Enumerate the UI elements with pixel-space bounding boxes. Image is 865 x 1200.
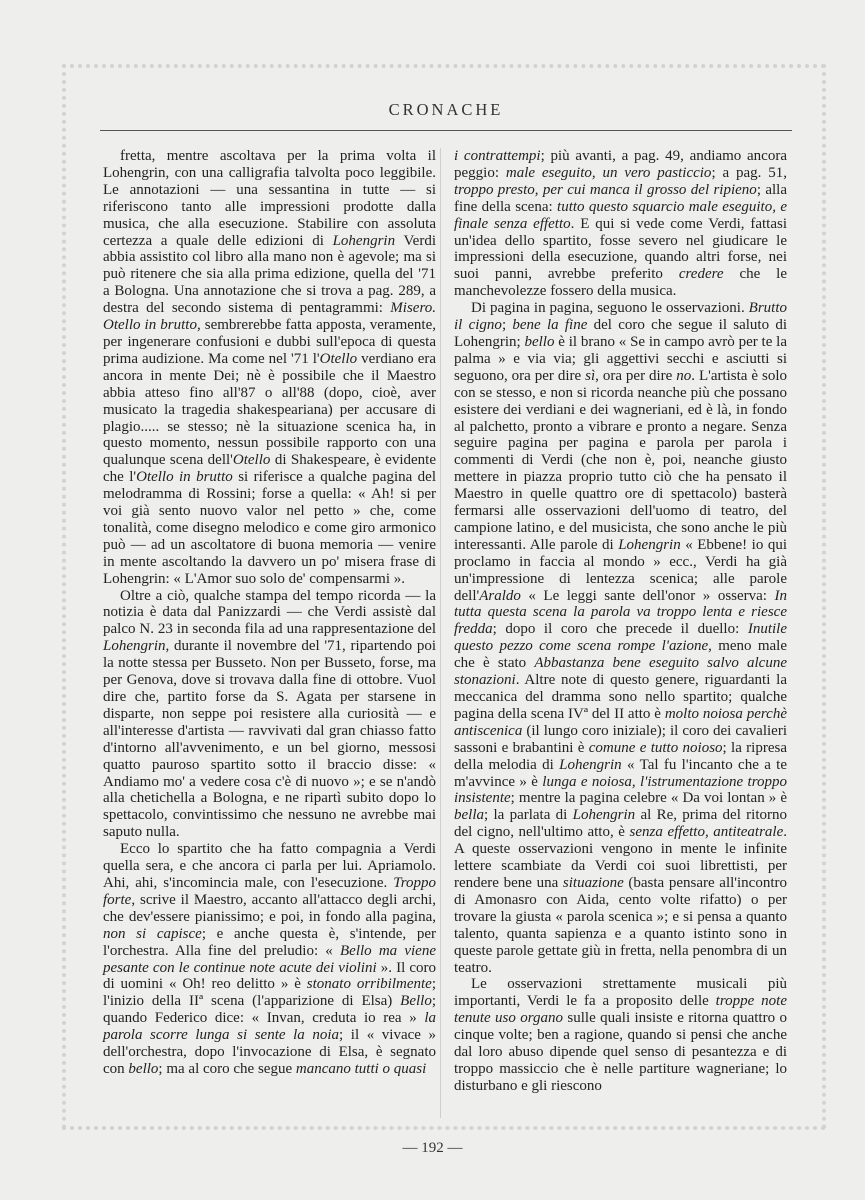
text-run: . E qui si vede come Verdi, fattasi un'idea dello spartito, fosse severo nel giudicare le impressioni della esecuzione, quando altri forse, nei suoi panni, avrebbe preferito [454, 215, 787, 283]
text-run: ; il « vivace » dell'orchestra, dopo l'invocazione di Elsa, è segnato con [103, 1027, 436, 1077]
italic-annotation: credere [678, 266, 724, 283]
text-run: ; quando Federico dice: « Invan, creduta io rea » [103, 993, 436, 1027]
text-run: Ecco lo spartito che ha fatto compagnia a Verdi quella sera, e che ancora ci parla per lui. Apriamolo. Ahi, ahi, s'incomincia male, con l'esecuzione. [103, 841, 436, 891]
text-run: ; [501, 317, 513, 334]
text-run: del coro che segue il saluto di Lohengrin; [454, 317, 788, 350]
italic-annotation: Otello [232, 452, 271, 469]
text-run: ; la parlata di [484, 807, 573, 824]
text-run: . L'artista è solo con se stesso, e non si ricorda neanche più che possano esistere dei verdiani e dei wagneriani, ed è là, in fondo al palchetto, pronto a vibrare e pronto a negare. Senza seguire pagina per pagina e parola per parola i commenti di Verdi (che non è, poi, neanche giusto mettere in piazza proprio tutto ciò che ha pensato il Maestro in quelle quattro ore di spettacolo) basterà fermarsi alle osservazioni dell'uomo di teatro, del campione latino, e del musicista, che sono anche le più interessanti. Alle parole di [454, 367, 787, 553]
italic-annotation: Misero. Otello in brutto [103, 300, 436, 334]
italic-annotation: la parola scorre lunga si sente la noia [103, 1010, 436, 1044]
paragraph [103, 148, 436, 588]
italic-annotation: Abbastanza bene eseguito salvo alcune stonazioni [454, 655, 787, 689]
italic-annotation: Lohengrin [103, 638, 166, 655]
text-run: Di pagina in pagina, seguono le osservazioni. [471, 300, 749, 317]
italic-annotation: Brutto il cigno [454, 300, 787, 334]
italic-annotation: Otello [319, 350, 358, 367]
italic-annotation: Lohengrin [332, 232, 396, 249]
italic-annotation: Lohengrin [559, 756, 622, 773]
italic-annotation: stonato orribilmente [306, 976, 432, 993]
italic-annotation: comune e tutto noioso [588, 739, 723, 756]
text-run: ; a pag. 51, [711, 164, 787, 181]
italic-annotation: troppo presto, per cui manca il grosso del ripieno [454, 181, 757, 198]
text-run: (basta pensare all'incontro di Amonasro con Aida, cento volte rifatto) o per trovare la giusta « parola scenica »; e si pensa a quanto talento, quanta sapienza e a quanto istinto sono in queste parole gettate giù in fretta, nella penombra di un teatro. [454, 874, 787, 976]
italic-annotation: molto noiosa perchè antiscenica [454, 705, 787, 739]
text-run: , meno male che è stato [454, 638, 787, 672]
italic-annotation: non si capisce [103, 925, 202, 942]
italic-annotation: Otello in brutto [136, 469, 233, 486]
italic-annotation: senza effetto, antiteatrale [629, 824, 784, 841]
italic-annotation: i contrattempi [454, 148, 541, 164]
italic-annotation: sì [585, 367, 596, 384]
paragraph [103, 841, 436, 1078]
text-run: . A queste osservazioni vengono in mente le infinite lettere scambiate da Verdi coi suoi librettisti, per rendere bene una [454, 824, 788, 891]
italic-annotation: In tutta questa scena la parola va troppo lenta e riesce fredda [454, 587, 787, 638]
text-run: fretta, mentre ascoltava per la prima volta il Lohengrin, con una calligrafia talvolta poco leggibile. Le annotazioni — una sessantina in tutte — si riferiscono tanto alle impressioni prodotte dalla musica, che alla esecuzione. Stabilire con assoluta certezza a quale delle edizioni di [103, 148, 436, 249]
text-run: è il brano « Se in campo avrò per te la palma » e via via; gli aggettivi secchi e asciutti si seguono, ora per dire [454, 333, 787, 384]
italic-annotation: lunga e noiosa, l'istrumentazione troppo insistente [454, 773, 787, 807]
italic-annotation: Troppo forte [103, 874, 436, 908]
paragraph [454, 300, 787, 976]
italic-annotation: Lohengrin [572, 807, 636, 824]
text-run: . Altre note di questo genere, riguardanti la meccanica del dramma sono nello spartito; qualche pagina della scena IVª del II atto è [454, 672, 787, 722]
italic-annotation: Bello ma viene pesante con le continue note acute dei violini [103, 942, 436, 976]
text-run: ; l'inizio della IIª scena (l'apparizione di Elsa) [103, 976, 436, 1010]
text-run: ; mentre la pagina celebre « Da voi lontan » è [510, 790, 787, 807]
italic-annotation: Inutile questo pezzo come scena rompe l'azione [454, 621, 787, 655]
text-run: , sembrerebbe fatta apposta, veramente, per ingenerare confusioni e dubbi sull'epoca di questa prima audizione. Ma come nel '71 l' [103, 317, 436, 367]
running-header: CRONACHE [388, 100, 504, 119]
italic-annotation: no [676, 367, 692, 384]
text-run: Verdi abbia assistito col libro alla mano non è agevole; ma si può ritenere che sia alla prima edizione, quella del '71 a Bologna. Una annotazione che si trova a pag. 289, a destra del secondo sistema di pentagrammi: [103, 232, 436, 317]
text-run: al Re, prima del ritorno del cigno, nell'ultimo atto, è [454, 807, 787, 841]
text-run: di Shakespeare, è evidente che l' [103, 452, 436, 486]
left-column [103, 148, 436, 1078]
italic-annotation: male eseguito, un vero pasticcio [505, 164, 712, 181]
column-divider [440, 148, 441, 1118]
text-run: ; ma al coro che segue [158, 1060, 296, 1077]
paragraph [103, 588, 436, 842]
text-run: « Tal fu l'incanto che a te m'avvince » è [454, 756, 788, 790]
text-run: ; alla fine della scena: [454, 181, 787, 215]
text-run: ; la ripresa della melodia di [454, 739, 787, 773]
paragraph [454, 976, 787, 1094]
italic-annotation: situazione [562, 874, 624, 891]
text-run: ; più avanti, a pag. 49, andiamo ancora peggio: [454, 148, 787, 181]
paragraph [454, 148, 787, 300]
text-run: « Ebbene! io qui proclamo in faccia al mondo » ecc., Verdi ha già un'impressione di lentezza scenica; alle parole dell' [454, 536, 787, 604]
page-number: — 192 — [402, 1140, 463, 1156]
text-run: ; dopo il coro che precede il duello: [492, 621, 748, 638]
text-run: (il lungo coro iniziale); il coro dei cavalieri sassoni e brabantini è [454, 722, 787, 756]
text-run: , scrive il Maestro, accanto all'attacco degli archi, che dev'essere pianissimo; e poi, in fondo alla pagina, [103, 891, 436, 925]
text-run: Oltre a ciò, qualche stampa del tempo ricorda — la notizia è data dal Panizzardi — che Verdi assistè dal palco N. 23 in seconda fila ad una rappresentazione del [103, 587, 436, 638]
italic-annotation: Bello [400, 993, 432, 1010]
italic-annotation: bello [128, 1060, 159, 1077]
header-rule [100, 130, 792, 131]
text-run: Le osservazioni strettamente musicali più importanti, Verdi le fa a proposito delle [454, 976, 787, 1010]
italic-annotation: bello [524, 333, 555, 350]
italic-annotation: bella [454, 807, 484, 824]
italic-annotation: troppe note tenute uso organo [454, 993, 787, 1027]
italic-annotation: Araldo [479, 587, 521, 604]
italic-annotation: tutto questo squarcio male eseguito, e finale senza effetto [454, 198, 787, 232]
text-run: si riferisce a qualche pagina del melodramma di Rossini; forse a quella: « Ah! si per voi già sento nuovo valor nel petto » che, come tonalità, come disegno melodico e come giro armonico può — ad un ascoltatore di buona memoria — venire in mente ascoltando la davvero un po' misera frase di Lohengrin: « L'Amor suo solo de' compensarmi ». [103, 469, 437, 587]
text-run: « Le leggi sante dell'onor » osserva: [520, 587, 775, 604]
text-run: ». Il coro di uomini « Oh! reo delitto » è [103, 959, 436, 993]
text-run: , durante il novembre del '71, ripartendo poi la notte stessa per Busseto. Non per Busseto, forse, ma per Genova, dove si trovava dalla fine di ottobre. Vuol dire che, partito forse da S. Agata per starsene in disparte, non seppe poi resistere alla curiosità — e all'interesse d'artista — ravvivati dal gran chiasso fatto d'intorno all'avvenimento, e un bel giorno, messosi quatto pauroso spartito sotto il braccio disse: « Andiamo mo' a vedere cosa c'è di nuovo »; e se n'andò alla chetichella a Bologna, e ne ripartì subito dopo lo spettacolo, convintissimo che nessuno ne avrebbe mai saputo nulla. [103, 638, 436, 841]
italic-annotation: Lohengrin [618, 536, 681, 553]
italic-annotation: mancano tutti o quasi [295, 1060, 427, 1077]
text-run: sulle quali insiste e ritorna quattro o cinque volte; ben a ragione, quando si pensi che anche dal loro abuso dipende quel senso di pesantezza e di troppo massiccio che è nelle partiture wagneriane; lo disturbano e gli riescono [454, 1010, 787, 1094]
text-run: ; e anche questa è, s'intende, per l'orchestra. Alla fine del preludio: « [103, 925, 437, 959]
text-run: che le manchevolezze fossero della musica. [454, 266, 788, 300]
text-run: , ora per dire [595, 367, 677, 384]
italic-annotation: bene la fine [512, 317, 588, 334]
right-column [454, 148, 787, 1095]
text-run: verdiano era ancora in mente Dei; nè è possibile che il Maestro abbia atteso fino all'87 o all'88 (dopo, cioè, aver musicato la tragedia shakespeariana) per accusare di plagio..... se stesso; nè la situazione scenica ha, in questo momento, nessun possibile rapporto con una qualunque scena dell' [103, 350, 436, 469]
